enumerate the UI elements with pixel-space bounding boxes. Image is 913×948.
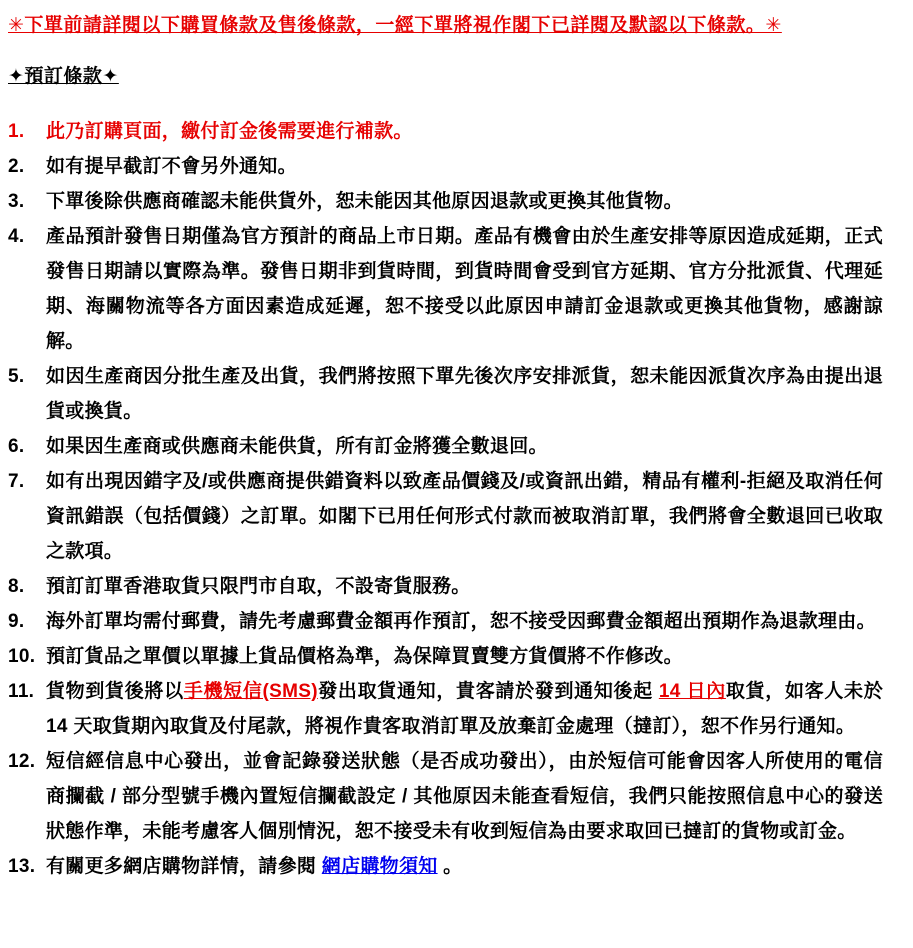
term-number: 10.	[8, 646, 36, 667]
term-item-11	[8, 674, 883, 744]
term-item-9	[8, 604, 883, 639]
term-text	[46, 611, 876, 632]
term-text-segment: 如有提早截訂不會另外通知。	[46, 156, 297, 177]
term-number: 8.	[8, 576, 25, 597]
term-text-segment: 如果因生產商或供應商未能供貨，所有訂金將獲全數退回。	[46, 436, 548, 457]
term-text-red: 此乃訂購頁面，繳付訂金後需要進行補款。	[46, 121, 413, 142]
shop-notice-link[interactable]: 網店購物須知	[321, 856, 438, 877]
term-text	[46, 156, 297, 177]
term-text	[46, 856, 462, 877]
term-item-12	[8, 744, 883, 849]
term-number: 2.	[8, 156, 25, 177]
term-text-segment: 預訂貨品之單價以單據上貨品價格為準，為保障買賣雙方貨價將不作修改。	[46, 646, 683, 667]
term-text-segment: 如有出現因錯字及/或供應商提供錯資料以致產品價錢及/或資訊出錯，精品有權利-拒絕及取消任何資訊錯誤（包括價錢）之訂單。如閣下已用任何形式付款而被取消訂單，我們將會全數退回已收取之款項。	[46, 471, 883, 562]
terms-list	[8, 114, 883, 884]
term-text	[46, 751, 883, 842]
term-text	[46, 576, 471, 597]
term-number: 11.	[8, 681, 35, 702]
term-text-segment: 下單後除供應商確認未能供貨外，恕未能因其他原因退款或更換其他貨物。	[46, 191, 683, 212]
term-text	[46, 366, 883, 422]
term-text-segment: 發出取貨通知，貴客請於發到通知後起	[317, 681, 659, 702]
term-text	[46, 121, 413, 142]
term-number: 1.	[8, 121, 25, 142]
term-number: 3.	[8, 191, 25, 212]
term-text-segment: 預訂訂單香港取貨只限門市自取，不設寄貨服務。	[46, 576, 471, 597]
term-text	[46, 681, 883, 737]
term-text-segment: 海外訂單均需付郵費，請先考慮郵費金額再作預訂，恕不接受因郵費金額超出預期作為退款理由。	[46, 611, 876, 632]
term-number: 4.	[8, 226, 25, 247]
term-item-8	[8, 569, 883, 604]
term-item-2	[8, 149, 883, 184]
term-text-segment: 。	[437, 856, 463, 877]
term-item-6	[8, 429, 883, 464]
term-text-segment: 有關更多網店購物詳情，請參閱	[46, 856, 322, 877]
term-item-10	[8, 639, 883, 674]
term-text-segment: 短信經信息中心發出，並會記錄發送狀態（是否成功發出），由於短信可能會因客人所使用的電信商攔截 / 部分型號手機內置短信攔截設定 / 其他原因未能查看短信，我們只能按照信息中心的發送狀態作準，未能考慮客人個別情況，恕不接受未有收到短信為由要求取回已撻訂的貨物或訂金。	[46, 751, 883, 842]
term-text-segment: 如因生產商因分批生產及出貨，我們將按照下單先後次序安排派貨，恕未能因派貨次序為由提出退貨或換貨。	[46, 366, 883, 422]
term-item-4	[8, 219, 883, 359]
term-item-13	[8, 849, 883, 884]
term-text	[46, 191, 683, 212]
term-item-5	[8, 359, 883, 429]
term-number: 5.	[8, 366, 25, 387]
term-number: 7.	[8, 471, 25, 492]
term-number: 13.	[8, 856, 36, 877]
term-text-segment: 取貨，如客人未於 14 天取貨期內取貨及付尾款，將視作貴客取消訂單及放棄訂金處理（撻訂），恕不作另行通知。	[46, 681, 883, 737]
term-text	[46, 471, 883, 562]
term-item-7	[8, 464, 883, 569]
term-number: 12.	[8, 751, 36, 772]
term-text-segment: 貨物到貨後將以	[46, 681, 184, 702]
term-text-red-underline: 手機短信(SMS)	[183, 681, 318, 702]
term-text	[46, 226, 883, 352]
term-item-1	[8, 114, 883, 149]
term-number: 9.	[8, 611, 25, 632]
term-text	[46, 646, 683, 667]
term-text-segment: 產品預計發售日期僅為官方預計的商品上市日期。產品有機會由於生產安排等原因造成延期，正式發售日期請以實際為準。發售日期非到貨時間，到貨時間會受到官方延期、官方分批派貨、代理延期、海關物流等各方面因素造成延遲，恕不接受以此原因申請訂金退款或更換其他貨物，感謝諒解。	[46, 226, 883, 352]
term-number: 6.	[8, 436, 25, 457]
term-item-3	[8, 184, 883, 219]
pre-order-warning-banner: ✳下單前請詳閱以下購買條款及售後條款，一經下單將視作閣下已詳閱及默認以下條款。✳	[8, 15, 782, 36]
term-text	[46, 436, 548, 457]
term-text-red-underline: 14 日內	[658, 681, 726, 702]
section-title-preorder-terms: ✦預訂條款✦	[8, 66, 119, 87]
